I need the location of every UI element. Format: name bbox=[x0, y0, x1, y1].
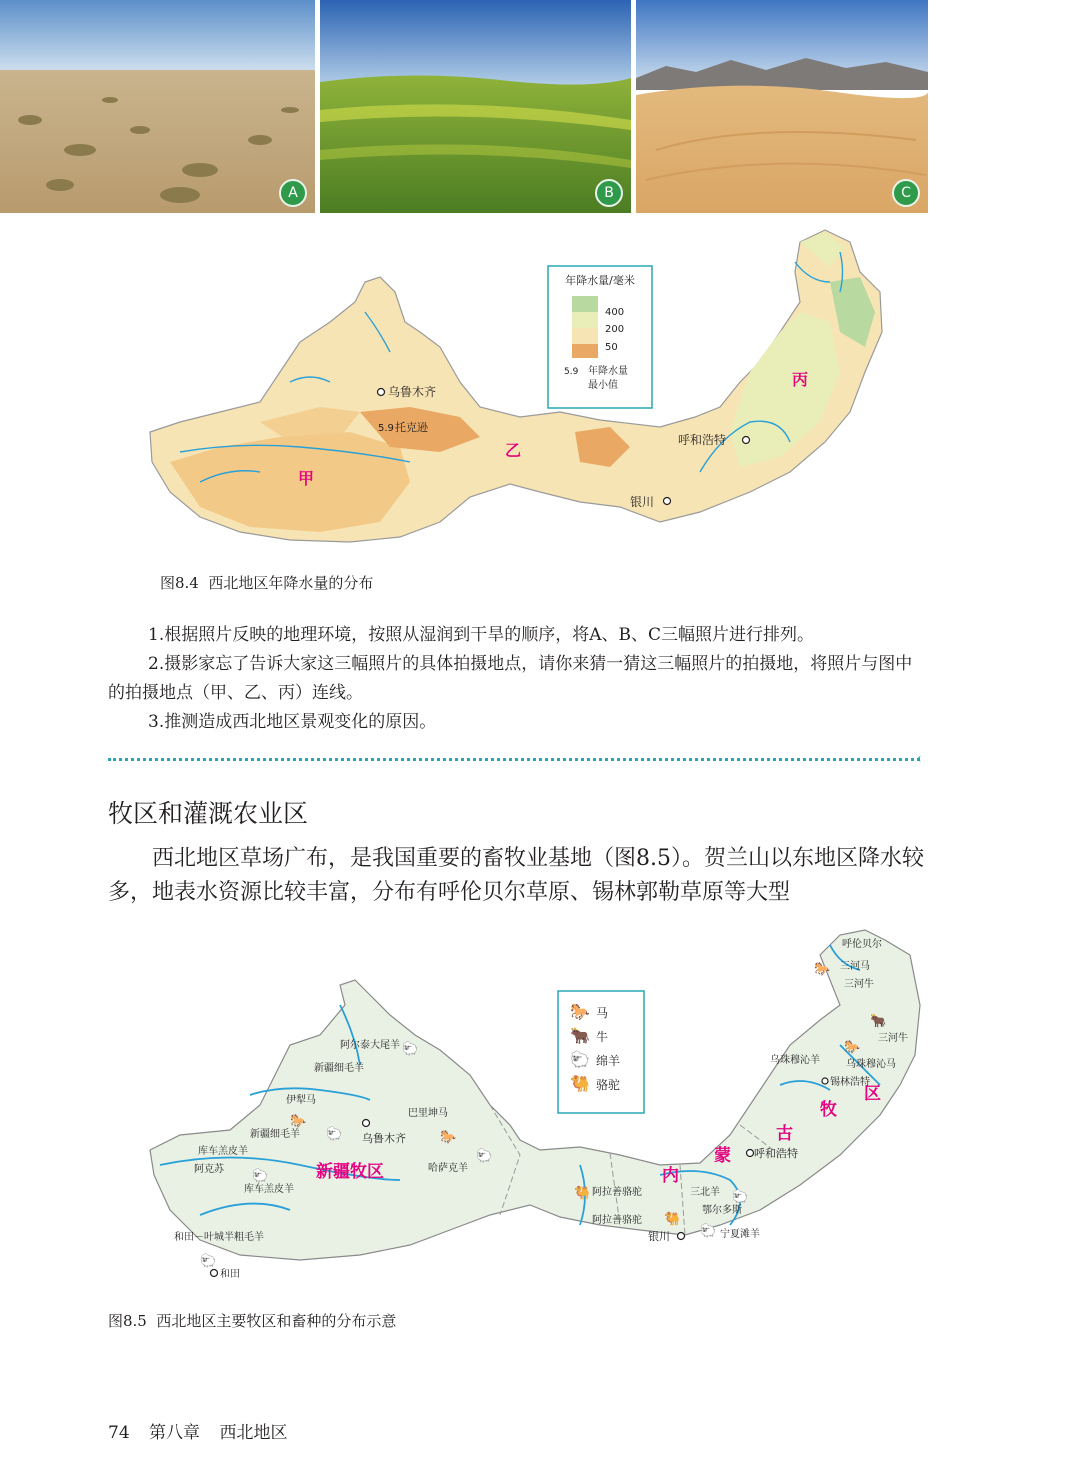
sheep-icon: 🐑 bbox=[732, 1190, 749, 1205]
urumqi-marker bbox=[378, 389, 385, 396]
label-alxa-camel-1: 阿拉善骆驼 bbox=[592, 1187, 642, 1198]
label-kuche-lamb-2: 库车羔皮羊 bbox=[244, 1184, 294, 1195]
legend-title: 年降水量/毫米 bbox=[565, 274, 635, 287]
sheep-icon: 🐑 bbox=[700, 1224, 717, 1239]
svg-text:内: 内 bbox=[662, 1166, 679, 1186]
label-kuche-lamb-1: 库车羔皮羊 bbox=[198, 1146, 248, 1157]
camel-icon: 🐫 bbox=[664, 1212, 681, 1227]
camel-icon: 🐫 bbox=[574, 1186, 591, 1201]
sheep-icon: 🐑 bbox=[570, 1050, 590, 1069]
label-altay-sheep: 阿尔泰大尾羊 bbox=[340, 1040, 400, 1051]
body-paragraph: 西北地区草场广布，是我国重要的畜牧业基地（图8.5）。贺兰山以东地区降水较多，地表水资源比较丰富，分布有呼伦贝尔草原、锡林郭勒草原等大型 bbox=[108, 846, 924, 905]
label-ujimqin-horse: 乌珠穆沁马 bbox=[846, 1059, 896, 1070]
photo-c bbox=[636, 0, 928, 213]
label-hotan-sheep: 和田－叶城半粗毛羊 bbox=[174, 1232, 264, 1243]
question-1: 1.根据照片反映的地理环境，按照从湿润到干旱的顺序，将A、B、C三幅照片进行排列。 bbox=[148, 625, 814, 645]
urumqi-marker-2 bbox=[363, 1120, 370, 1127]
horse-icon: 🐎 bbox=[440, 1130, 457, 1145]
svg-text:200: 200 bbox=[605, 324, 625, 335]
chapter-number: 第八章 bbox=[149, 1423, 201, 1443]
precipitation-map bbox=[140, 222, 900, 567]
xilinhot-marker bbox=[822, 1078, 828, 1084]
divider-arrow-icon: ‹ bbox=[916, 751, 922, 767]
svg-text:牧: 牧 bbox=[820, 1100, 837, 1120]
desert-steppe-photo bbox=[0, 0, 315, 213]
svg-text:年降水量: 年降水量 bbox=[588, 366, 628, 377]
question-2: 2.摄影家忘了告诉大家这三幅照片的具体拍摄地点，请你来猜一猜这三幅照片的拍摄地，将照片与图中的拍摄地点（甲、乙、丙）连线。 bbox=[108, 654, 913, 703]
section-title: 牧区和灌溉农业区 bbox=[108, 799, 309, 828]
yinchuan-marker-2 bbox=[678, 1233, 685, 1240]
hohhot-label: 呼和浩特 bbox=[678, 433, 727, 447]
sheep-icon: 🐑 bbox=[476, 1149, 493, 1164]
label-ningxia-sheep: 宁夏滩羊 bbox=[720, 1229, 760, 1240]
svg-text:马: 马 bbox=[596, 1006, 609, 1020]
page-number: 74 bbox=[108, 1423, 130, 1443]
label-hulunbuir: 呼伦贝尔 bbox=[842, 939, 882, 950]
label-xj-fine-wool-2: 新疆细毛羊 bbox=[250, 1129, 300, 1140]
label-sanhe-horse-1: 三河马 bbox=[840, 961, 870, 972]
yinchuan-marker bbox=[664, 498, 671, 505]
label-yili-horse: 伊犁马 bbox=[286, 1095, 316, 1106]
hotan-marker bbox=[211, 1270, 218, 1277]
cattle-icon: 🐂 bbox=[570, 1026, 590, 1045]
label-kazakh-sheep: 哈萨克羊 bbox=[428, 1163, 468, 1174]
urumqi-label: 乌鲁木齐 bbox=[388, 385, 437, 399]
horse-icon: 🐎 bbox=[570, 1002, 590, 1021]
label-yinchuan-2: 银川 bbox=[648, 1230, 670, 1243]
label-barkol-horse: 巴里坤马 bbox=[408, 1108, 448, 1119]
horse-icon: 🐎 bbox=[290, 1114, 307, 1129]
sheep-icon: 🐑 bbox=[252, 1169, 269, 1184]
horse-icon: 🐎 bbox=[814, 962, 831, 977]
label-hotan: 和田 bbox=[220, 1269, 240, 1280]
svg-text:5.9: 5.9 bbox=[564, 367, 579, 377]
photo-a bbox=[0, 0, 315, 213]
region-yi: 乙 bbox=[505, 441, 522, 460]
label-sanhe-cattle-2: 三河牛 bbox=[878, 1033, 908, 1044]
horse-icon: 🐎 bbox=[844, 1040, 861, 1055]
svg-text:牛: 牛 bbox=[596, 1030, 609, 1044]
label-ordos: 鄂尔多斯 bbox=[702, 1205, 742, 1216]
camel-icon: 🐫 bbox=[570, 1074, 590, 1093]
svg-text:50: 50 bbox=[605, 342, 618, 353]
page-footer bbox=[108, 1418, 301, 1443]
pastoral-region-shape bbox=[150, 930, 920, 1260]
tuokexun-label: 托克逊 bbox=[395, 421, 428, 434]
svg-text:骆驼: 骆驼 bbox=[596, 1078, 621, 1092]
label-xj-fine-wool-1: 新疆细毛羊 bbox=[314, 1063, 364, 1074]
svg-text:绵羊: 绵羊 bbox=[596, 1054, 621, 1068]
label-urumqi: 乌鲁木齐 bbox=[362, 1132, 406, 1145]
label-xilinhot: 锡林浩特 bbox=[830, 1077, 870, 1088]
hohhot-marker bbox=[743, 437, 750, 444]
precipitation-legend bbox=[548, 266, 652, 408]
cattle-icon: 🐂 bbox=[870, 1014, 887, 1029]
pastoral-map bbox=[140, 925, 930, 1280]
label-aksu: 阿克苏 bbox=[194, 1164, 224, 1175]
hohhot-marker-2 bbox=[747, 1150, 754, 1157]
label-xinjiang-pasture: 新疆牧区 bbox=[316, 1162, 384, 1182]
svg-text:区: 区 bbox=[864, 1084, 881, 1104]
dotted-divider bbox=[108, 758, 920, 761]
label-alxa-camel-2: 阿拉善骆驼 bbox=[592, 1215, 642, 1226]
sheep-icon: 🐑 bbox=[326, 1127, 343, 1142]
grassland-photo bbox=[320, 0, 631, 213]
question-3: 3.推测造成西北地区景观变化的原因。 bbox=[148, 712, 437, 732]
label-hohhot: 呼和浩特 bbox=[754, 1147, 798, 1160]
figure-caption-8-4: 图8.4 西北地区年降水量的分布 bbox=[160, 574, 374, 592]
label-sanhe-cattle-1: 三河牛 bbox=[844, 979, 874, 990]
sheep-icon: 🐑 bbox=[402, 1042, 419, 1057]
yinchuan-label: 银川 bbox=[630, 495, 655, 509]
sheep-icon: 🐑 bbox=[200, 1254, 217, 1269]
figure-caption-8-5: 图8.5 西北地区主要牧区和畜种的分布示意 bbox=[108, 1312, 397, 1330]
photo-b bbox=[320, 0, 631, 213]
photo-a-badge: A bbox=[279, 179, 307, 207]
svg-text:最小值: 最小值 bbox=[588, 380, 618, 391]
label-sanbei-sheep: 三北羊 bbox=[690, 1187, 720, 1198]
region-jia: 甲 bbox=[298, 469, 315, 488]
tuokexun-value: 5.9 bbox=[378, 423, 394, 434]
svg-text:蒙: 蒙 bbox=[714, 1146, 731, 1166]
chapter-title: 西北地区 bbox=[219, 1423, 288, 1443]
photo-b-badge: B bbox=[595, 179, 623, 207]
svg-text:古: 古 bbox=[776, 1124, 793, 1144]
svg-text:400: 400 bbox=[605, 307, 625, 318]
livestock-legend bbox=[558, 991, 644, 1113]
sand-dune-photo bbox=[636, 0, 928, 213]
region-bing: 丙 bbox=[792, 370, 809, 389]
photo-c-badge: C bbox=[892, 179, 920, 207]
label-ujimqin-sheep: 乌珠穆沁羊 bbox=[770, 1055, 820, 1066]
